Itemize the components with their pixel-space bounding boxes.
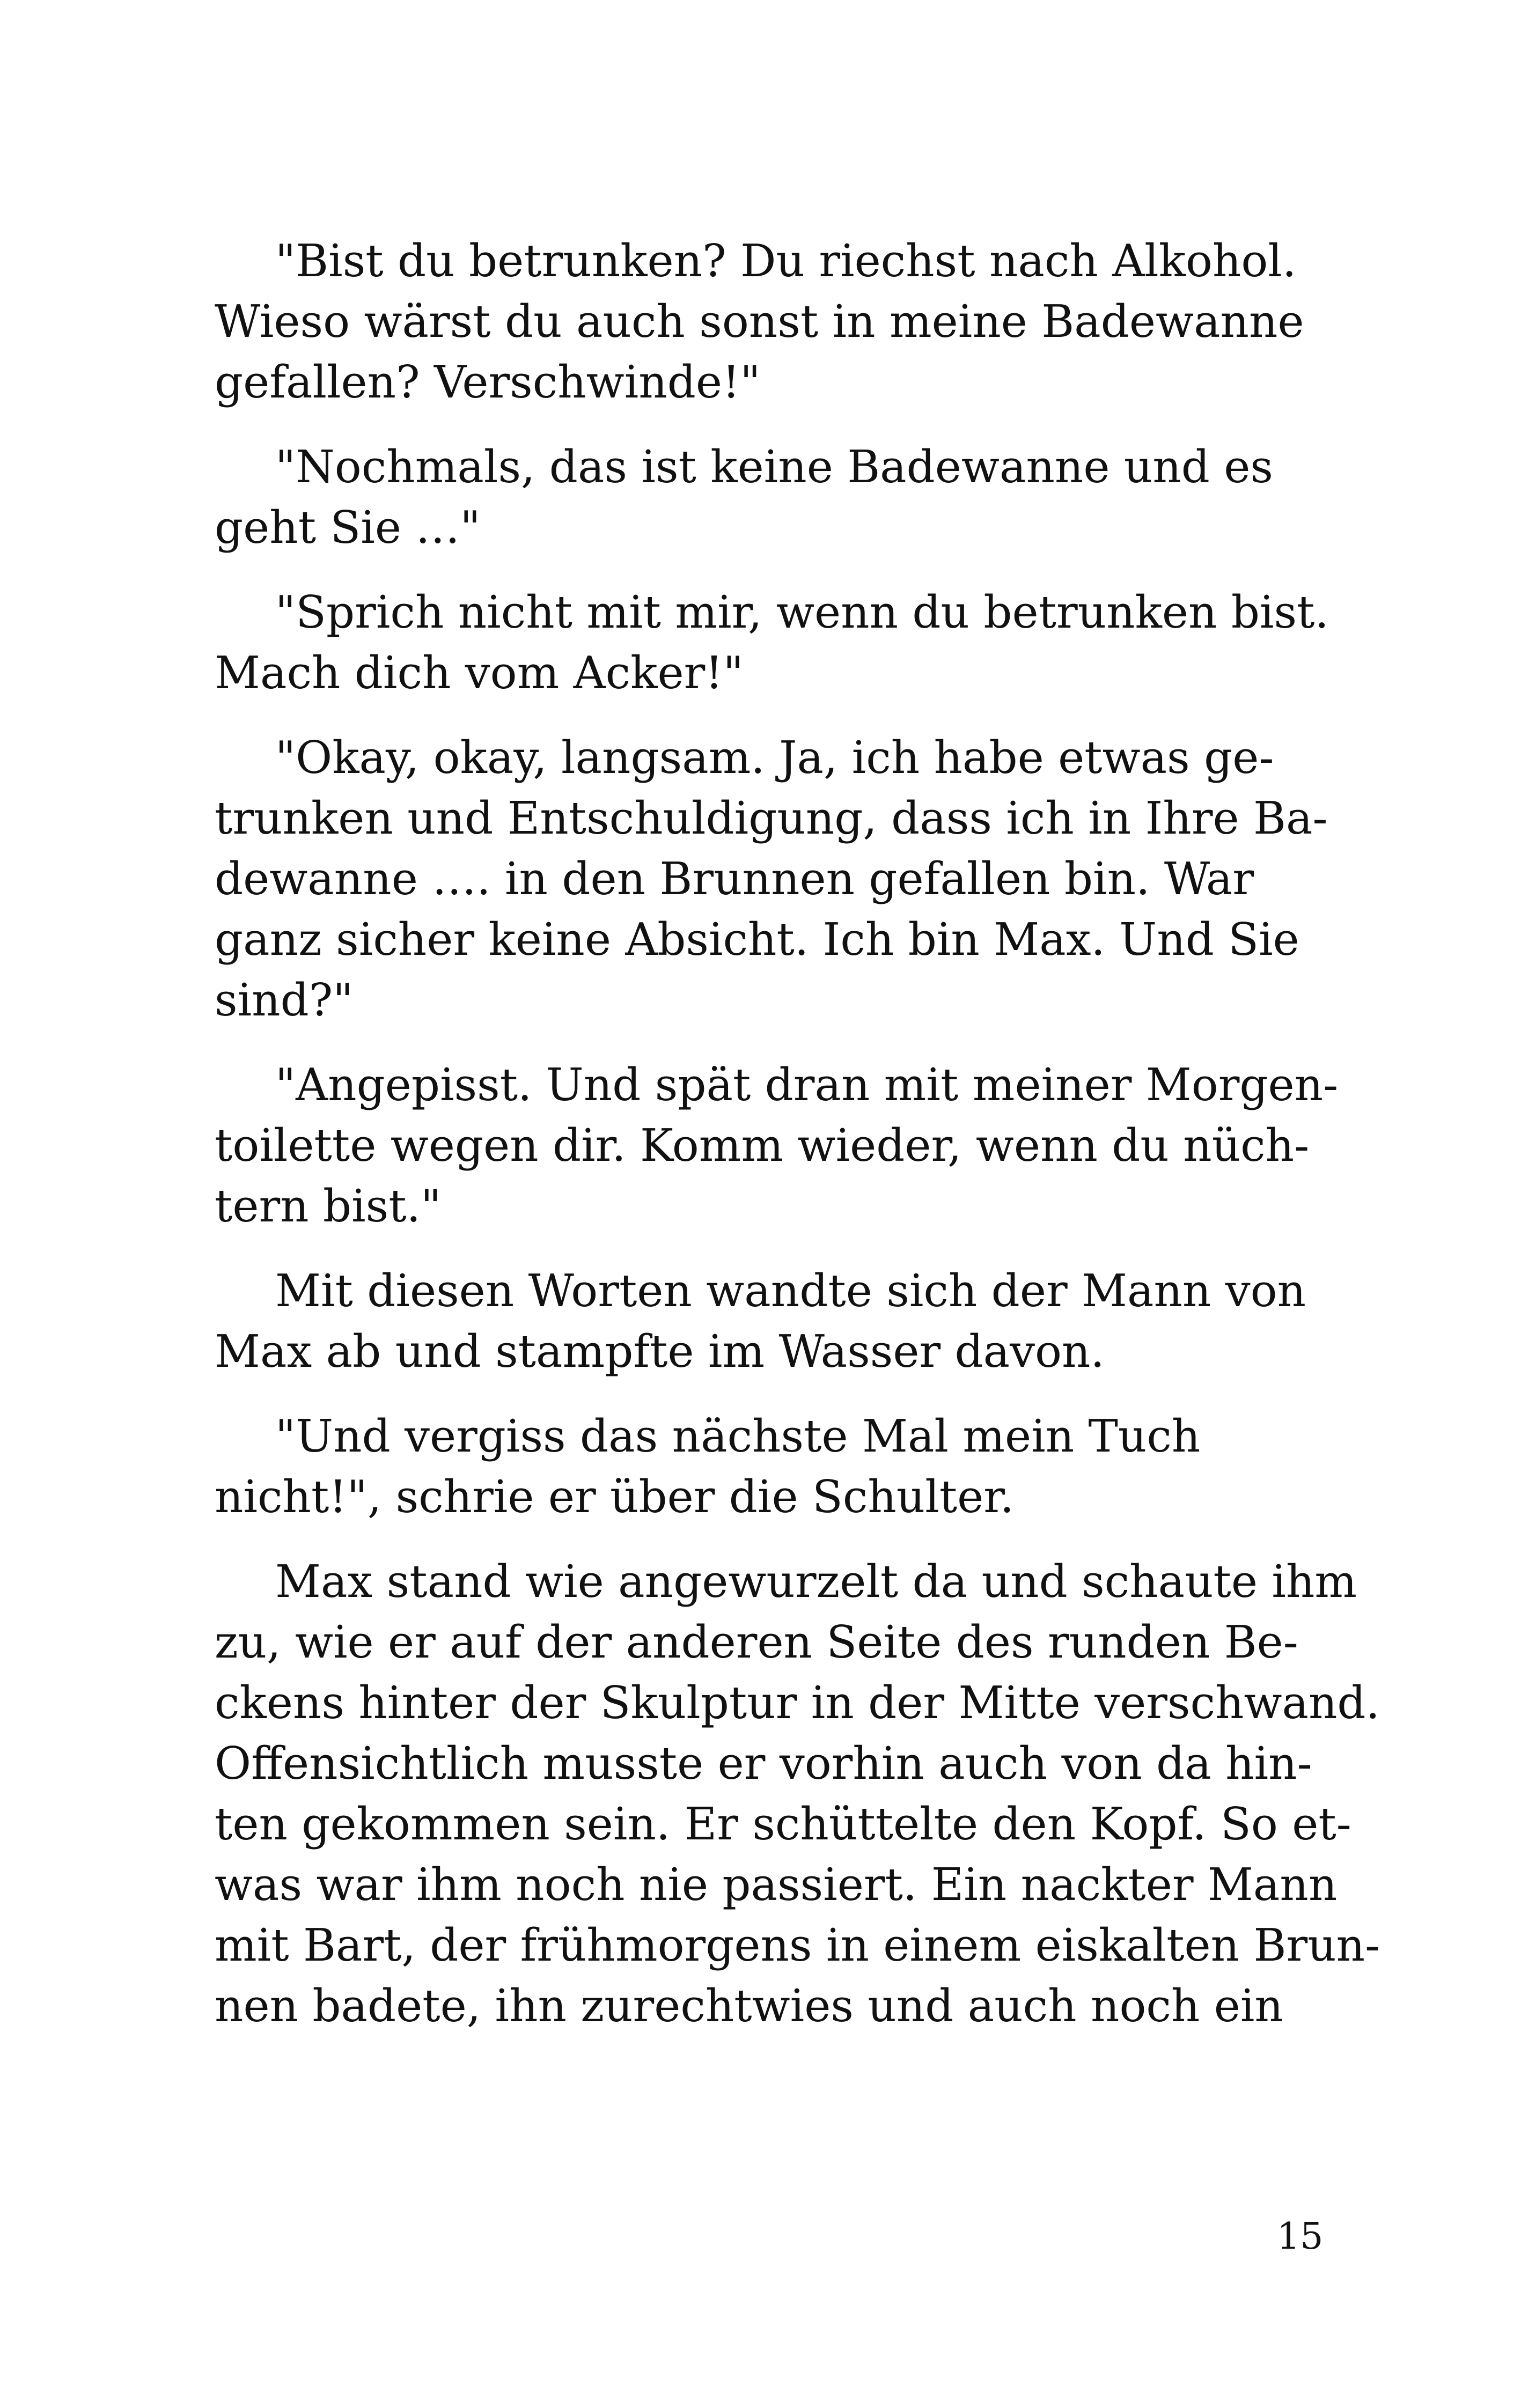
text-line: toilette wegen dir. Komm wieder, wenn du nüch- (215, 1120, 1310, 1172)
paragraph (215, 437, 1320, 558)
page-number: 15 (1277, 2215, 1324, 2258)
text-line: trunken und Entschuldigung, dass ich in Ihre Ba- (215, 792, 1328, 844)
paragraph (215, 231, 1320, 413)
paragraph (215, 1406, 1320, 1527)
text-line: ganz sicher keine Absicht. Ich bin Max. Und Sie (215, 914, 1299, 966)
paragraph (215, 1551, 1380, 2036)
text-line: geht Sie …" (215, 502, 481, 554)
text-line: sind?" (215, 974, 354, 1026)
text-line: "Und vergiss das nächste Mal mein Tuch (275, 1410, 1201, 1462)
body-text (215, 231, 1380, 2060)
text-line: "Okay, okay, langsam. Ja, ich habe etwas ge- (275, 732, 1274, 784)
text-line: nen badete, ihn zurechtwies und auch noch ein (215, 1980, 1283, 2032)
text-line: gefallen? Verschwinde!" (215, 356, 761, 408)
text-line: Max ab und stampfte im Wasser davon. (215, 1325, 1105, 1378)
text-line: dewanne …. in den Brunnen gefallen bin. War (215, 853, 1254, 905)
text-line: ten gekommen sein. Er schüttelte den Kopf. So et- (215, 1798, 1351, 1850)
text-line: Max stand wie angewurzelt da und schaute ihm (275, 1556, 1357, 1608)
text-line: Mach dich vom Acker!" (215, 647, 744, 699)
text-line: was war ihm noch nie passiert. Ein nackter Mann (215, 1859, 1338, 1911)
paragraph (215, 727, 1328, 1030)
text-line: "Nochmals, das ist keine Badewanne und es (275, 441, 1274, 493)
text-line: zu, wie er auf der anderen Seite des runden Be- (215, 1616, 1298, 1668)
text-line: nicht!", schrie er über die Schulter. (215, 1471, 1015, 1523)
text-line: mit Bart, der frühmorgens in einem eiskalten Brun- (215, 1919, 1380, 1971)
text-line: "Sprich nicht mit mir, wenn du betrunken bist. (275, 586, 1329, 638)
text-line: Wieso wärst du auch sonst in meine Badewanne (215, 296, 1304, 348)
paragraph (215, 582, 1329, 703)
text-line: Offensichtlich musste er vorhin auch von da hin- (215, 1737, 1312, 1790)
text-line: tern bist." (215, 1180, 442, 1232)
text-line: "Angepisst. Und spät dran mit meiner Morgen- (275, 1059, 1339, 1111)
text-line: Mit diesen Worten wandte sich der Mann von (275, 1265, 1306, 1317)
paragraph (215, 1261, 1320, 1382)
text-line: ckens hinter der Skulptur in der Mitte verschwand. (215, 1677, 1380, 1729)
text-line: "Bist du betrunken? Du riechst nach Alkohol. (275, 235, 1297, 287)
paragraph (215, 1055, 1339, 1236)
